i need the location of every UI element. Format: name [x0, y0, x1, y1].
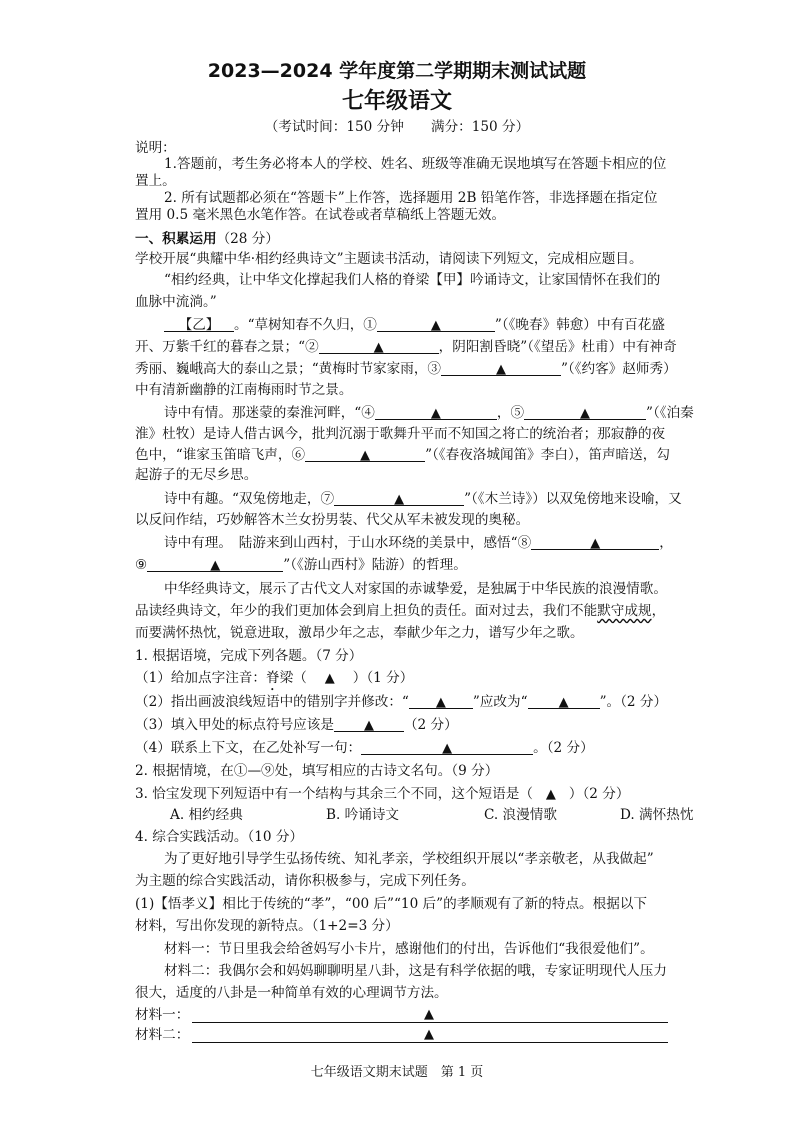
section-1-score: （28 分）: [216, 231, 279, 247]
question-2: 2. 根据情境，在①—⑨处，填写相应的古诗文名句。（9 分）: [135, 763, 499, 779]
para-2-line-a: 【乙】 。“草树知春不久归，① ▲ ”（《晚春》韩愈）中有百花盛: [164, 316, 665, 334]
blank-5[interactable]: [524, 404, 646, 420]
para-6-line-a: 中华经典诗文，展示了古代文人对家国的赤诚挚爱，是独属于中华民族的浪漫情歌。: [164, 581, 667, 597]
answer-mark-icon: ▲: [424, 1027, 434, 1042]
answer-mark-icon: ▲: [558, 695, 569, 710]
question-4-1-a: (1)【悟孝义】相比于传统的“孝”，“00 后”“10 后”的孝顺观有了新的特点。根据以下: [135, 896, 648, 912]
answer-mark-icon: ▲: [590, 536, 601, 551]
para-5-line-b: ⑨ ▲ ”（《游山西村》陆游）的哲理。: [135, 557, 467, 573]
question-3-option-a: A. 相约经典: [170, 807, 243, 823]
notes-label: 说明：: [135, 140, 176, 156]
question-4: 4. 综合实践活动。（10 分）: [135, 829, 304, 845]
para-1-line-a: “相约经典，让中华文化撑起我们人格的脊梁【甲】吟诵诗文，让家国情怀在我们的: [164, 272, 661, 288]
wavy-phrase: 默守成规: [597, 603, 652, 619]
question-3-option-d: D. 满怀热忱: [620, 807, 694, 823]
question-3-option-c: C. 浪漫情歌: [484, 807, 557, 823]
section-1-heading: [135, 230, 279, 248]
blank-3[interactable]: [441, 360, 561, 376]
blank-8[interactable]: [531, 534, 659, 550]
para-1-line-b: 血脉中流淌。”: [135, 294, 217, 310]
blank-6[interactable]: [305, 446, 425, 462]
para-5-line-a: 诗中有理。 陆游来到山西村，于山水环绕的美景中，感悟“⑧ ▲ ，: [164, 535, 673, 551]
answer-mark-icon: ▲: [360, 448, 371, 463]
blank-correct-char[interactable]: [528, 693, 600, 709]
answer-mark-icon: ▲: [363, 718, 374, 733]
question-4-1-b: 材料，写出你发现的新特点。（1+2=3 分）: [135, 918, 399, 934]
answer-mark-icon: ▲: [394, 492, 405, 507]
note-2-line-b: 置用 0.5 毫米黑色水笔作答。在试卷或者草稿纸上答题无效。: [135, 207, 506, 223]
answer-2-label: 材料二：: [135, 1027, 190, 1043]
section-1-title: 一、积累运用: [135, 231, 217, 247]
subject-title: 七年级语文: [341, 88, 452, 114]
answer-mark-icon: ▲: [430, 406, 441, 421]
answer-mark-icon: ▲: [373, 340, 384, 355]
answer-mark-icon: ▲: [210, 558, 221, 573]
note-1-line-b: 置上。: [135, 173, 176, 189]
note-1-line-a: 1.答题前，考生务必将本人的学校、姓名、班级等准确无误地填写在答题卡相应的位: [164, 156, 667, 172]
question-1-2: （2）指出画波浪线短语中的错别字并修改：“ ▲ ”应改为“ ▲ ”。（2 分）: [135, 694, 668, 710]
answer-mark-icon: ▲: [435, 695, 446, 710]
blank-2[interactable]: [319, 338, 439, 354]
answer-1-label: 材料一：: [135, 1007, 190, 1023]
para-4-line-b: 以反问作结，巧妙解答木兰女扮男装、代父从军未被发现的奥秘。: [135, 512, 530, 528]
blank-wrong-char[interactable]: [409, 693, 473, 709]
para-3-line-d: 起游子的无尽乡思。: [135, 467, 258, 483]
answer-mark-icon: ▲: [496, 362, 507, 377]
question-1-4: （4）联系上下文，在乙处补写一句： ▲ 。（2 分）: [135, 740, 594, 756]
question-1-3: （3）填入甲处的标点符号应该是 ▲ （2 分）: [135, 717, 458, 733]
blank-1[interactable]: [377, 316, 495, 332]
question-1: 1. 根据语境，完成下列各题。（7 分）: [135, 648, 363, 664]
para-3-line-b: 淮》杜牧）是诗人借古讽今，批判沉溺于歌舞升平而不知国之将亡的统治者；那寂静的夜: [135, 426, 666, 442]
question-3: 3. 恰宝发现下列短语中有一个结构与其余三个不同，这个短语是（ ▲ ）（2 分）: [135, 786, 630, 802]
answer-1-line[interactable]: [192, 1022, 668, 1023]
para-6-line-b: 品读经典诗文，年少的我们更加体会到肩上担负的责任。面对过去，我们不能默守成规，: [135, 603, 666, 619]
para-2-line-c: 秀丽、巍峨高大的泰山之景；“黄梅时节家家雨，③ ▲ ”（《约客》赵师秀）: [135, 361, 677, 377]
note-2-line-a: 2. 所有试题都必须在“答题卡”上作答，选择题用 2B 铅笔作答，非选择题在指定位: [164, 190, 658, 206]
para-3-line-a: 诗中有情。那迷蒙的秦淮河畔，“④ ▲ ，⑤ ▲ ”（《泊秦: [164, 405, 694, 421]
para-2-line-d: 中有清新幽静的江南梅雨时节之景。: [135, 382, 353, 398]
material-2-a: 材料二：我偶尔会和妈妈聊聊明星八卦，这是有科学依据的哦，专家证明现代人压力: [164, 963, 667, 979]
section-1-intro: 学校开展“典耀中华·相约经典诗文”主题读书活动，请阅读下列短文，完成相应题目。: [135, 251, 643, 267]
answer-2-line[interactable]: [192, 1042, 668, 1043]
question-1-1: （1）给加点字注音：脊梁（ ▲ ）（1 分）: [135, 670, 414, 686]
answer-mark-icon: ▲: [424, 1007, 434, 1022]
exam-info: （考试时间：150 分钟 满分：150 分）: [264, 119, 530, 135]
blank-punctuation[interactable]: [334, 716, 404, 732]
page-footer: 七年级语文期末试题 第 1 页: [310, 1065, 484, 1080]
question-3-option-b: B. 吟诵诗文: [326, 807, 400, 823]
answer-mark-icon: ▲: [580, 406, 591, 421]
para-3-line-c: 色中，“谁家玉笛暗飞声，⑥ ▲ ”（《春夜洛城闻笛》李白），笛声暗送，勾: [135, 447, 670, 463]
answer-mark-icon: ▲: [430, 318, 441, 333]
para-4-line-a: 诗中有趣。“双兔傍地走，⑦ ▲ ”（《木兰诗》）以双兔傍地来设喻，又: [164, 491, 682, 507]
answer-mark-icon[interactable]: ▲: [545, 787, 556, 802]
material-2-b: 很大，适度的八卦是一种简单有效的心理调节方法。: [135, 985, 448, 1001]
blank-4[interactable]: [375, 404, 497, 420]
question-4-intro-a: 为了更好地引导学生弘扬传统、知礼孝亲，学校组织开展以“孝亲敬老，从我做起”: [164, 851, 654, 867]
blank-supplement[interactable]: [361, 739, 533, 755]
blank-9[interactable]: [147, 556, 283, 572]
answer-mark-icon[interactable]: ▲: [324, 671, 335, 686]
answer-mark-icon: ▲: [442, 741, 453, 756]
blank-7[interactable]: [334, 490, 464, 506]
para-2-line-b: 开、万紫千红的暮春之景；“② ▲ ，阴阳割昏晓”（《望岳》杜甫）中有神奇: [135, 339, 677, 355]
para-6-line-c: 而要满怀热忱，锐意进取，激昂少年之志，奉献少年之力，谱写少年之歌。: [135, 625, 584, 641]
exam-title: 2023—2024 学年度第二学期期末测试试题: [207, 60, 587, 82]
material-1: 材料一：节日里我会给爸妈写小卡片，感谢他们的付出，告诉他们“我很爱他们”。: [164, 941, 654, 957]
blank-yi[interactable]: 【乙】: [164, 316, 234, 332]
question-4-intro-b: 为主题的综合实践活动，请你积极参与，完成下列任务。: [135, 873, 475, 889]
